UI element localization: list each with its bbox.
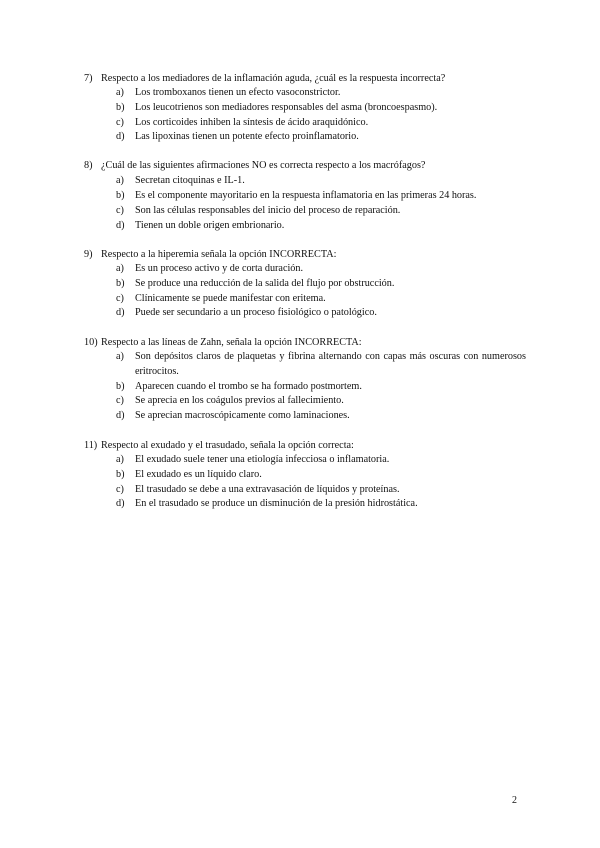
option-c: [116, 483, 526, 498]
option-letter: c): [116, 293, 124, 304]
option-c: [116, 292, 526, 307]
option-text: Los leucotrienos son mediadores responsables del asma (broncoespasmo).: [135, 102, 438, 113]
option-b: [116, 468, 526, 483]
option-a: [116, 174, 526, 189]
option-text: El exudado suele tener una etiología infecciosa o inflamatoria.: [135, 454, 390, 465]
option-b: [116, 189, 526, 204]
question-text: Respecto a la hiperemia señala la opción INCORRECTA:: [101, 249, 337, 260]
option-c: [116, 204, 526, 219]
option-a: [116, 350, 526, 379]
option-letter: c): [116, 484, 124, 495]
option-text: Es un proceso activo y de corta duración.: [135, 263, 304, 274]
question-number: 8): [84, 160, 93, 171]
option-a: [116, 453, 526, 468]
question-stem: [84, 71, 445, 86]
option-letter: d): [116, 220, 125, 231]
question-stem: [84, 158, 425, 173]
option-text: Secretan citoquinas e IL-1.: [135, 175, 245, 186]
question-text: ¿Cuál de las siguientes afirmaciones NO es correcta respecto a los macrófagos?: [101, 160, 426, 171]
option-text: Aparecen cuando el trombo se ha formado postmortem.: [135, 381, 362, 392]
question-number: 9): [84, 249, 93, 260]
option-letter: a): [116, 87, 124, 98]
question-stem: [84, 438, 354, 453]
option-letter: c): [116, 117, 124, 128]
option-text: Las lipoxinas tienen un potente efecto proinflamatorio.: [135, 131, 359, 142]
question-number: 10): [84, 337, 98, 348]
question-stem: [84, 247, 336, 262]
option-letter: c): [116, 395, 124, 406]
question-text: Respecto al exudado y el trasudado, señala la opción correcta:: [101, 440, 354, 451]
option-text: Los corticoides inhiben la síntesis de ácido araquidónico.: [135, 117, 369, 128]
option-c: [116, 394, 526, 409]
option-b: [116, 380, 526, 395]
option-text: Tienen un doble origen embrionario.: [135, 220, 285, 231]
option-text: Los tromboxanos tienen un efecto vasoconstrictor.: [135, 87, 341, 98]
option-c: [116, 116, 526, 131]
option-b: [116, 277, 526, 292]
option-d: [116, 219, 526, 234]
question-stem: [84, 335, 362, 350]
option-b: [116, 101, 526, 116]
option-d: [116, 130, 526, 145]
option-letter: b): [116, 190, 125, 201]
option-letter: d): [116, 410, 125, 421]
option-text: El trasudado se debe a una extravasación de líquidos y proteínas.: [135, 484, 400, 495]
option-a: [116, 86, 526, 101]
option-text: Es el componente mayoritario en la respuesta inflamatoria en las primeras 24 horas.: [135, 190, 477, 201]
option-text: El exudado es un líquido claro.: [135, 469, 262, 480]
question-text: Respecto a las líneas de Zahn, señala la opción INCORRECTA:: [101, 337, 362, 348]
question-number: 7): [84, 73, 93, 84]
option-a: [116, 262, 526, 277]
option-d: [116, 497, 526, 512]
question-number: 11): [84, 440, 98, 451]
option-letter: a): [116, 175, 124, 186]
option-letter: b): [116, 469, 125, 480]
option-d: [116, 306, 526, 321]
option-letter: a): [116, 351, 124, 362]
option-d: [116, 409, 526, 424]
option-letter: a): [116, 263, 124, 274]
option-letter: b): [116, 381, 125, 392]
option-text: Puede ser secundario a un proceso fisiológico o patológico.: [135, 307, 377, 318]
option-text: Clínicamente se puede manifestar con eritema.: [135, 293, 326, 304]
option-text: Son las células responsables del inicio del proceso de reparación.: [135, 205, 401, 216]
option-letter: b): [116, 102, 125, 113]
option-letter: a): [116, 454, 124, 465]
page-number: 2: [512, 795, 517, 806]
option-letter: c): [116, 205, 124, 216]
option-text: Se produce una reducción de la salida del flujo por obstrucción.: [135, 278, 395, 289]
option-letter: d): [116, 498, 125, 509]
option-text: En el trasudado se produce un disminución de la presión hidrostática.: [135, 498, 418, 509]
option-letter: b): [116, 278, 125, 289]
option-letter: d): [116, 131, 125, 142]
option-text: Se aprecia en los coágulos previos al fallecimiento.: [135, 395, 344, 406]
option-text: Son depósitos claros de plaquetas y fibrina alternando con capas más oscuras con numerosos eritrocitos.: [135, 351, 526, 377]
question-text: Respecto a los mediadores de la inflamación aguda, ¿cuál es la respuesta incorrecta?: [101, 73, 446, 84]
option-text: Se aprecian macroscópicamente como laminaciones.: [135, 410, 350, 421]
option-letter: d): [116, 307, 125, 318]
